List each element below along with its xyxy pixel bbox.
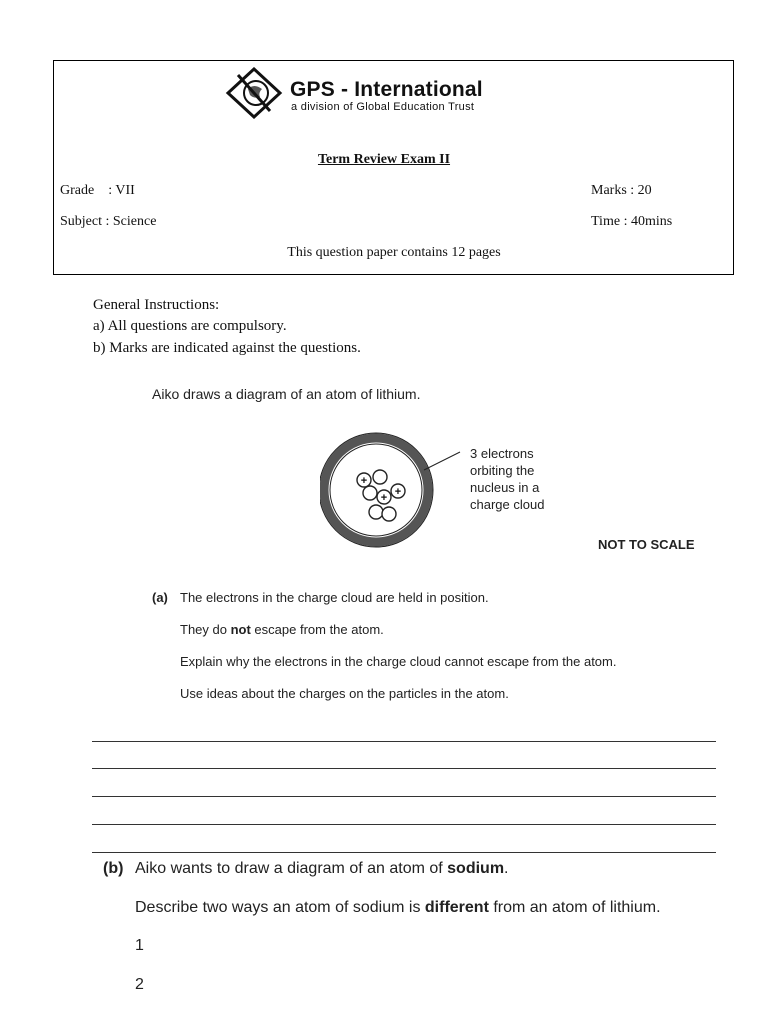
answer-number-1: 1 <box>135 937 144 954</box>
marks-value: : 20 <box>630 183 652 198</box>
neutron <box>382 507 396 521</box>
answer-line[interactable] <box>92 768 716 769</box>
subject-label: Subject <box>60 214 102 229</box>
page-count-note: This question paper contains 12 pages <box>287 245 501 260</box>
time-field <box>591 214 672 230</box>
part-a-line: Use ideas about the charges on the particles in the atom. <box>180 686 509 701</box>
proton-charge-label: + <box>360 475 368 487</box>
answer-line[interactable] <box>92 824 716 825</box>
marks-field <box>591 183 652 199</box>
time-label: Time <box>591 214 621 229</box>
part-b-line: Aiko wants to draw a diagram of an atom of sodium. <box>135 860 509 877</box>
neutron <box>373 470 387 484</box>
part-a-line: They do not escape from the atom. <box>180 622 384 637</box>
part-b-line: Describe two ways an atom of sodium is different from an atom of lithium. <box>135 899 661 916</box>
part-a-line: Explain why the electrons in the charge cloud cannot escape from the atom. <box>180 654 617 669</box>
answer-number-2: 2 <box>135 976 144 993</box>
callout-line: nucleus in a <box>470 480 540 495</box>
brand-name: GPS - International <box>290 78 483 101</box>
time-value: : 40mins <box>623 214 673 229</box>
part-a-line: The electrons in the charge cloud are held in position. <box>180 590 489 605</box>
subject-field <box>60 214 156 230</box>
emphasis-not: not <box>230 622 251 637</box>
part-a-label: (a) <box>152 590 168 605</box>
brand-tagline: a division of Global Education Trust <box>291 101 475 113</box>
instruction-item: b) Marks are indicated against the questions. <box>93 340 361 356</box>
callout-line: charge cloud <box>470 497 545 512</box>
exam-title: Term Review Exam II <box>317 152 451 167</box>
neutron <box>369 505 383 519</box>
part-b-label: (b) <box>103 860 124 877</box>
answer-line[interactable] <box>92 852 716 853</box>
callout-line: orbiting the <box>470 463 535 478</box>
emphasis-sodium: sodium <box>447 860 505 877</box>
answer-line[interactable] <box>92 796 716 797</box>
question-intro: Aiko draws a diagram of an atom of lithium. <box>152 386 421 402</box>
marks-label: Marks <box>591 183 627 198</box>
instructions-heading: General Instructions: <box>93 297 220 313</box>
subject-value: : Science <box>105 214 157 229</box>
emphasis-different: different <box>424 899 489 916</box>
answer-line[interactable] <box>92 741 716 742</box>
grade-label: Grade <box>60 183 95 198</box>
proton-charge-label: + <box>394 486 402 498</box>
gps-logo-icon <box>224 67 284 119</box>
diagram-callout <box>470 445 580 513</box>
grade-field <box>60 183 135 199</box>
callout-pointer <box>424 452 460 470</box>
neutron <box>363 486 377 500</box>
callout-line: 3 electrons <box>470 446 534 461</box>
instruction-item: a) All questions are compulsory. <box>93 318 287 334</box>
grade-value: : VII <box>108 183 135 198</box>
not-to-scale-note: NOT TO SCALE <box>598 537 695 552</box>
proton-charge-label: + <box>380 492 388 504</box>
